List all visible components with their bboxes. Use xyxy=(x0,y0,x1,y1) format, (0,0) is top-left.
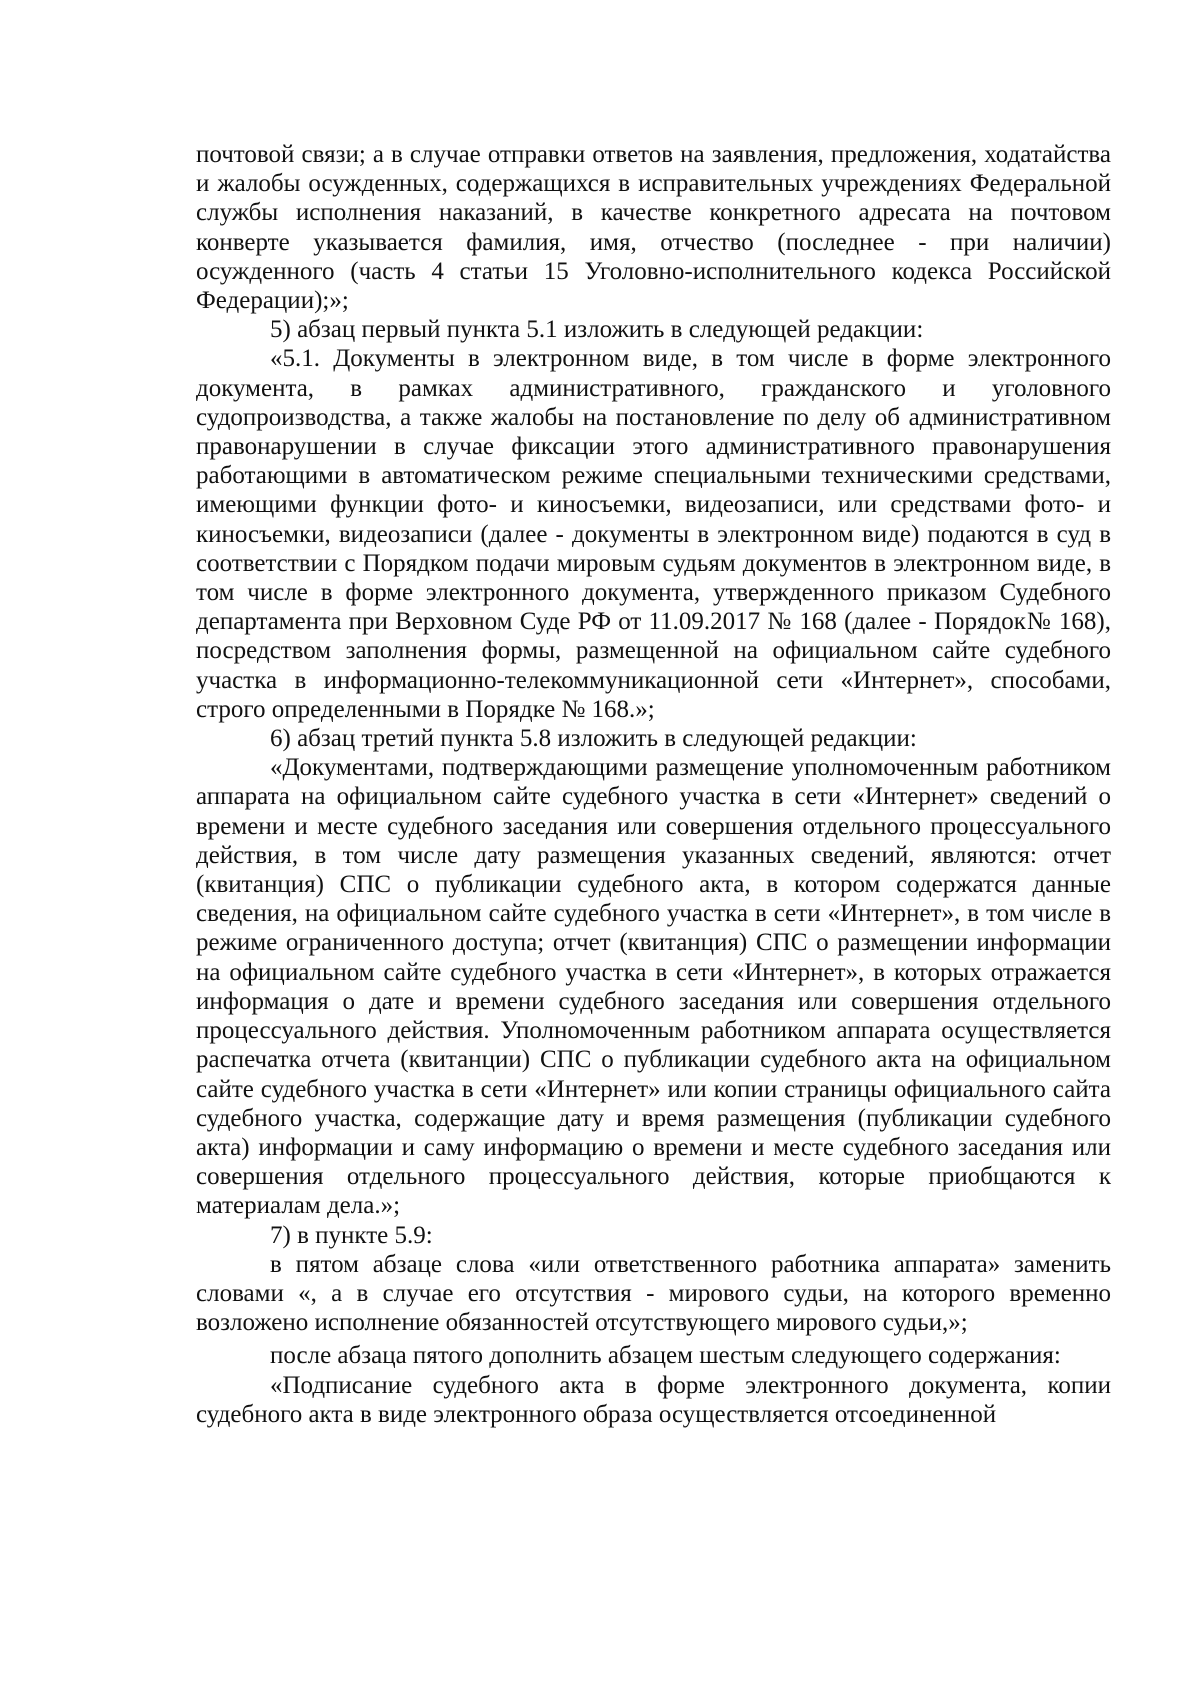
paragraph-item-7: 7) в пункте 5.9: xyxy=(270,1221,433,1249)
paragraph-clause-5-8: «Документами, подтверждающими размещение уполномоченным работником аппарата на официальном сайте судебного участка в сети «Интернет» сведений о времени и месте судебного заседания или совершения отдельного процессуального действия, в том числе дату размещения указанных сведений, являются: отчет (квитанция) СПС о публикации судебного акта, в котором содержатся данные сведения, на официальном сайте судебного участка в сети «Интернет», в том числе в режиме ограниченного доступа; отчет (квитанция) СПС о размещении информации на официальном сайте судебного участка в сети «Интернет», в которых отражается информация о дате и времени судебного заседания или совершения отдельного процессуального действия. Уполномоченным работником аппарата осуществляется распечатка отчета (квитанции) СПС о публикации судебного акта на официальном сайте судебного участка в сети «Интернет» или копии страницы официального сайта судебного участка, содержащие дату и время размещения (публикации судебного акта) информации и саму информацию о времени и месте судебного заседания или совершения отдельного процессуального действия, которые приобщаются к материалам дела.»; xyxy=(196,754,1111,1220)
paragraph-sixth-abzats-intro: после абзаца пятого дополнить абзацем шестым следующего содержания: xyxy=(270,1342,1061,1370)
paragraph-clause-5-1: «5.1. Документы в электронном виде, в том числе в форме электронного документа, в рамках административного, гражданского и уголовного судопроизводства, а также жалобы на постановление по делу об административном правонарушении в случае фиксации этого административного правонарушения работающими в автоматическом режиме специальными техническими средствами, имеющими функции фото- и киносъемки, видеозаписи, или средствами фото- и киносъемки, видеозаписи (далее - документы в электронном виде) подаются в суд в соответствии с Порядком подачи мировым судьям документов в электронном виде, в том числе в форме электронного документа, утвержденного приказом Судебного департамента при Верховном Суде РФ от 11.09.2017 № 168 (далее - Порядок№ 168), посредством заполнения формы, размещенной на официальном сайте судебного участка в информационно-телекоммуникационной сети «Интернет», способами, строго определенными в Порядке № 168.»; xyxy=(196,345,1111,723)
document-page xyxy=(196,140,1111,1429)
paragraph-postal-continuation: почтовой связи; а в случае отправки ответов на заявления, предложения, ходатайства и жалобы осужденных, содержащихся в исправительных учреждениях Федеральной службы исполнения наказаний, в качестве конкретного адресата на почтовом конверте указывается фамилия, имя, отчество (последнее - при наличии) осужденного (часть 4 статьи 15 Уголовно-исполнительного кодекса Российской Федерации);»; xyxy=(196,141,1111,315)
paragraph-fifth-abzats: в пятом абзаце слова «или ответственного работника аппарата» заменить словами «, а в случае его отсутствия - мирового судьи, на которого временно возложено исполнение обязанностей отсутствующего мирового судьи,»; xyxy=(196,1250,1111,1337)
paragraph-item-6: 6) абзац третий пункта 5.8 изложить в следующей редакции: xyxy=(270,725,917,753)
paragraph-signing: «Подписание судебного акта в форме электронного документа, копии судебного акта в виде электронного образа осуществляется отсоединенной xyxy=(196,1371,1111,1428)
paragraph-item-5: 5) абзац первый пункта 5.1 изложить в следующей редакции: xyxy=(270,316,924,344)
